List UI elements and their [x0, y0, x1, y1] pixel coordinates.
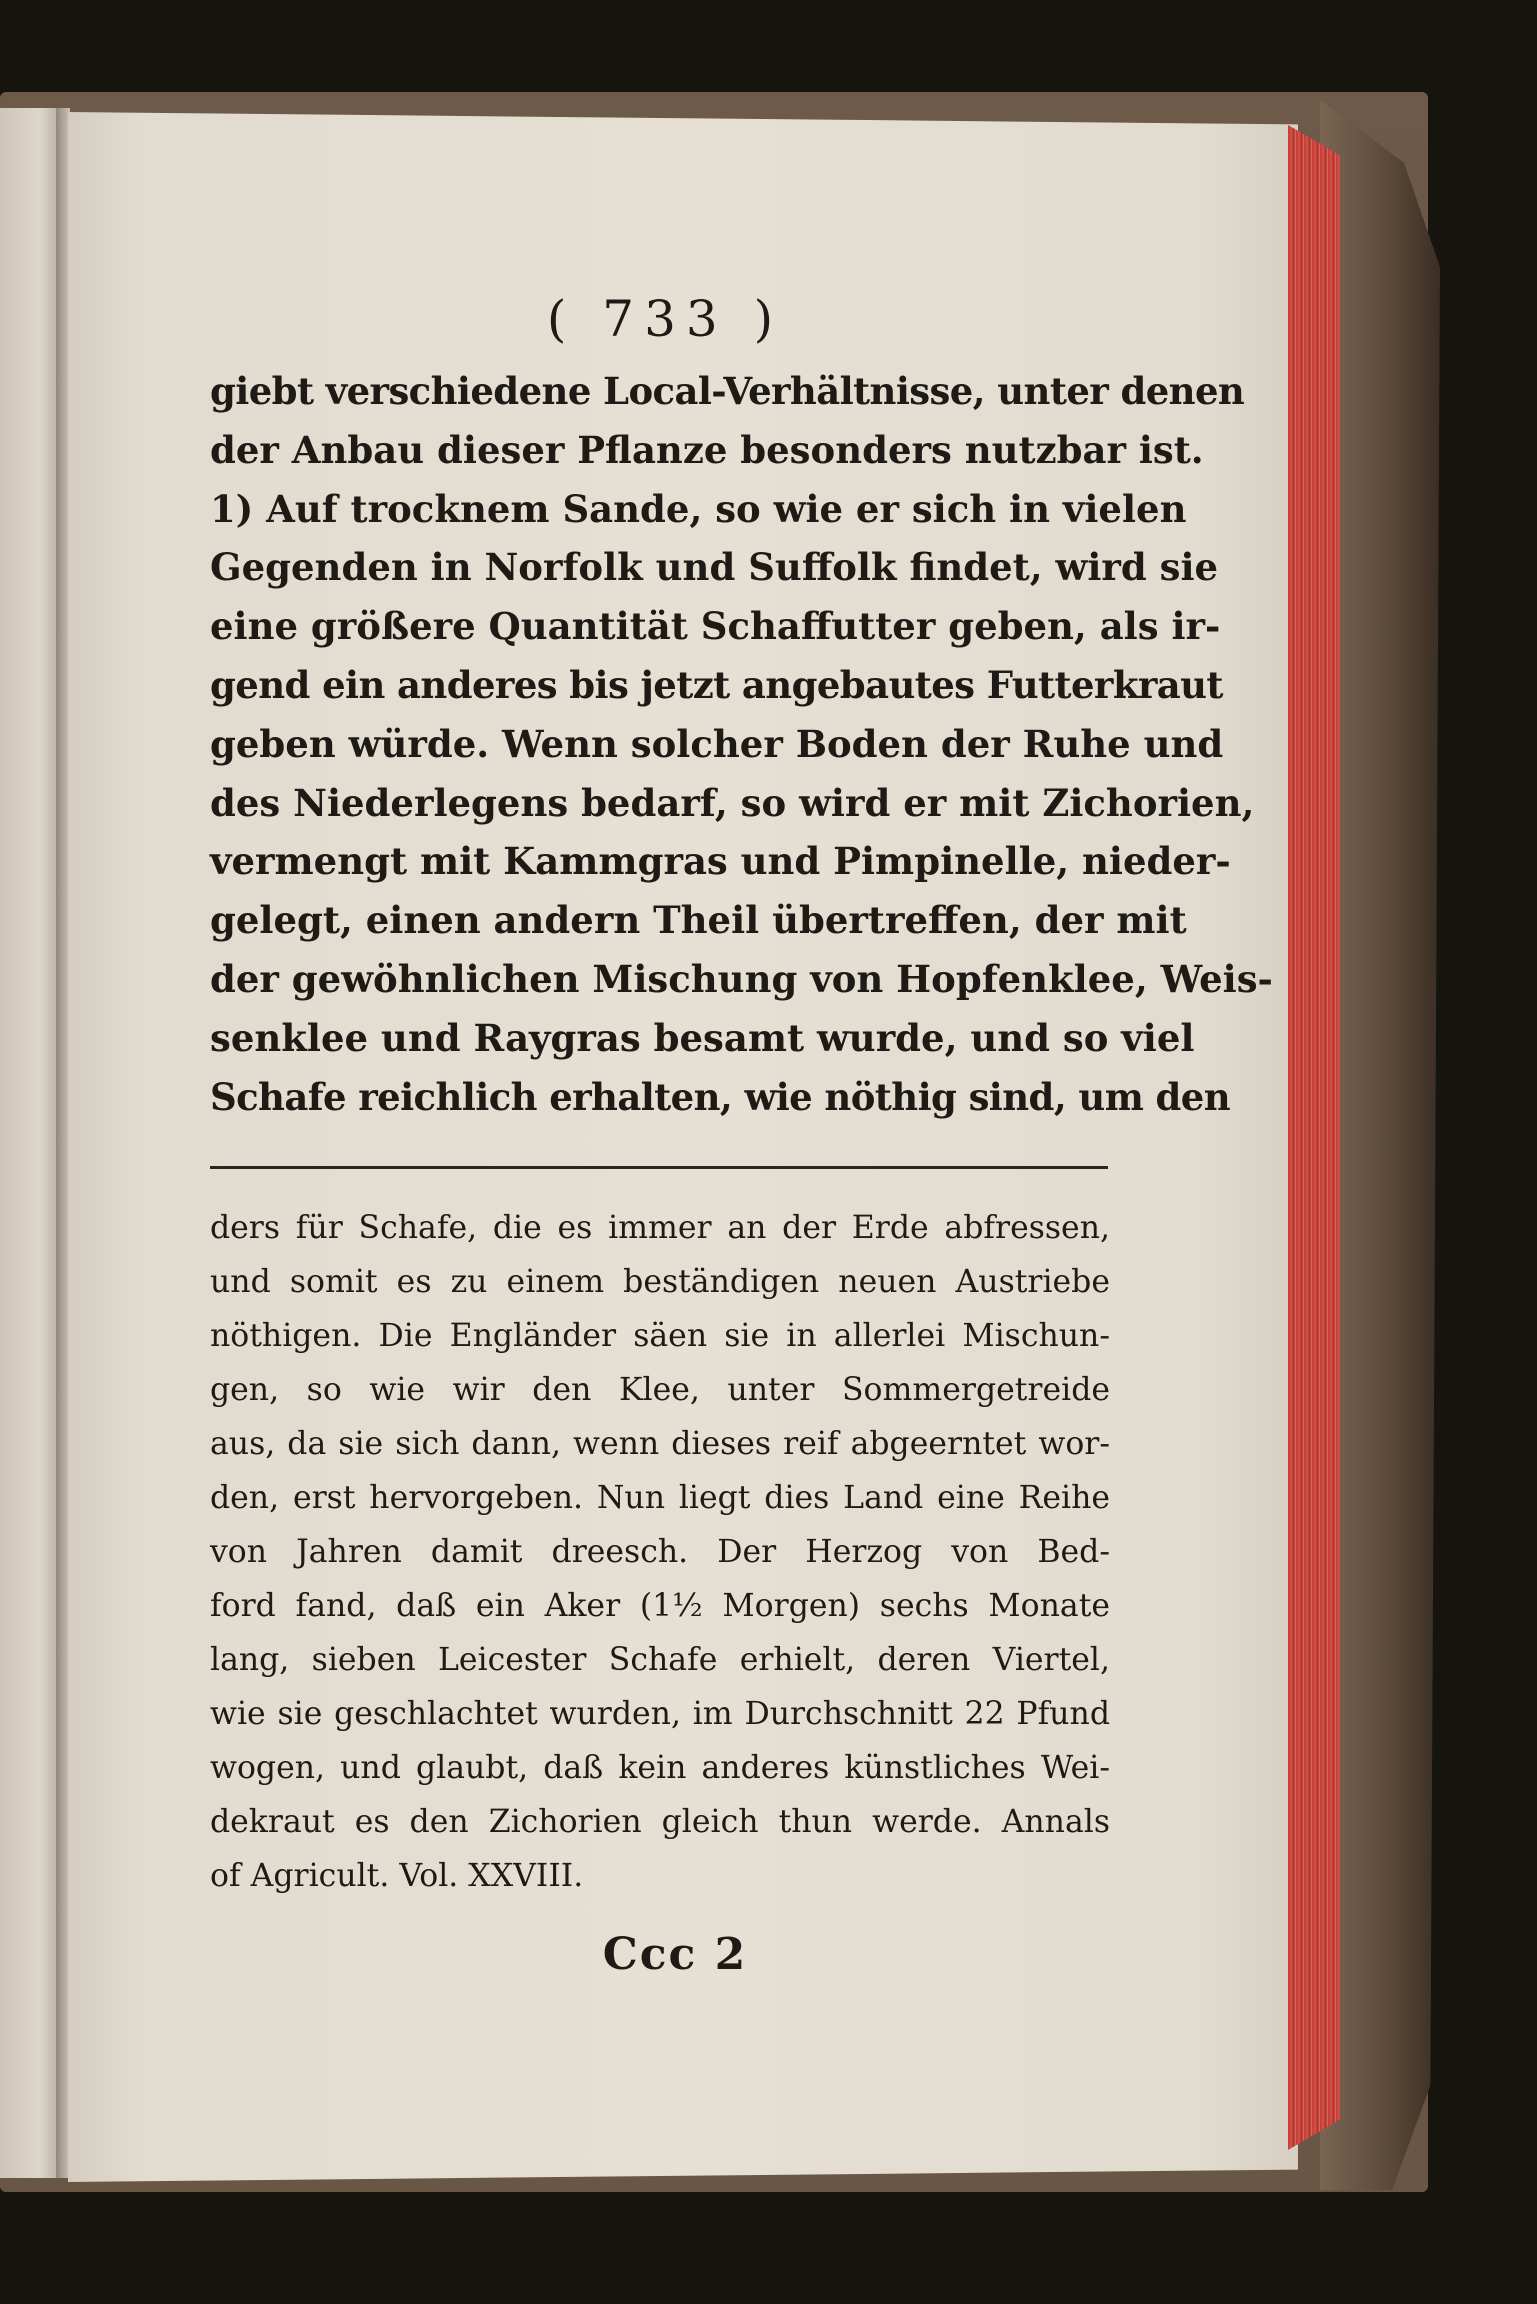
text-line: eine größere Quantität Schaffutter geben, als ir- — [210, 604, 1221, 649]
text-line: Gegenden in Norfolk und Suffolk findet, wird sie — [210, 545, 1219, 590]
text-line: vermengt mit Kammgras und Pimpinelle, nieder- — [210, 839, 1231, 884]
footnote-line: nöthigen. Die Engländer säen sie in allerlei Mischun- — [210, 1318, 1110, 1355]
footnote-line: of Agricult. Vol. XXVIII. — [210, 1858, 584, 1895]
text-line: gend ein anderes bis jetzt angebautes Futterkraut — [210, 662, 1223, 707]
footnote — [210, 1201, 1110, 1903]
footnote-line: und somit es zu einem beständigen neuen Austriebe — [210, 1264, 1110, 1301]
footnote-line: gen, so wie wir den Klee, unter Sommergetreide — [210, 1372, 1110, 1409]
footnote-line: wogen, und glaubt, daß kein anderes künstliches Wei- — [210, 1750, 1110, 1787]
page-number: ( 733 ) — [546, 290, 784, 348]
footnote-line: aus, da sie sich dann, wenn dieses reif abgeerntet wor- — [210, 1426, 1110, 1463]
footnote-line: ford fand, daß ein Aker (1½ Morgen) sechs Monate — [210, 1588, 1110, 1625]
footnote-line: lang, sieben Leicester Schafe erhielt, deren Viertel, — [210, 1642, 1110, 1679]
main-text — [210, 362, 1273, 1126]
text-line: 1) Auf trocknem Sande, so wie er sich in vielen — [210, 486, 1187, 531]
footnote-line: den, erst hervorgeben. Nun liegt dies Land eine Reihe — [210, 1480, 1110, 1517]
text-line: Schafe reichlich erhalten, wie nöthig sind, um den — [210, 1074, 1231, 1119]
footnote-line: von Jahren damit dreesch. Der Herzog von Bed- — [210, 1534, 1110, 1571]
text-line: geben würde. Wenn solcher Boden der Ruhe und — [210, 721, 1224, 766]
page-content — [210, 290, 1273, 1981]
gutter — [56, 108, 70, 2178]
text-line: der Anbau dieser Pflanze besonders nutzbar ist. — [210, 427, 1204, 472]
text-line: senklee und Raygras besamt wurde, und so viel — [210, 1015, 1195, 1060]
red-page-edges — [1288, 125, 1340, 2150]
text-line: des Niederlegens bedarf, so wird er mit Zichorien, — [210, 780, 1255, 825]
signature-mark: Ccc 2 — [602, 1929, 748, 1981]
footnote-line: ders für Schafe, die es immer an der Erde abfressen, — [210, 1210, 1110, 1247]
footnote-line: dekraut es den Zichorien gleich thun werde. Annals — [210, 1804, 1110, 1841]
text-line: giebt verschiedene Local-Verhältnisse, unter denen — [210, 369, 1245, 413]
text-line: gelegt, einen andern Theil übertreffen, der mit — [210, 898, 1187, 943]
text-line: der gewöhnlichen Mischung von Hopfenklee, Weis- — [210, 956, 1273, 1001]
facing-page-edge — [0, 108, 56, 2178]
footnote-line: wie sie geschlachtet wurden, im Durchschnitt 22 Pfund — [210, 1696, 1110, 1733]
footnote-divider — [210, 1166, 1108, 1169]
